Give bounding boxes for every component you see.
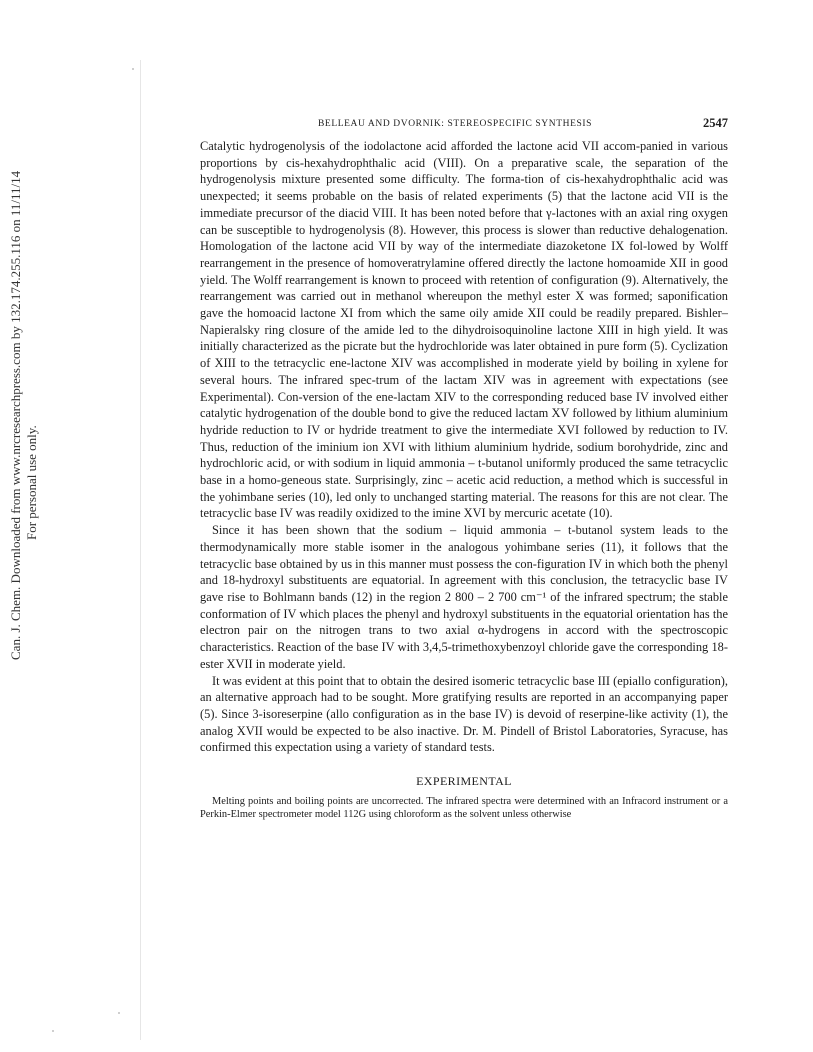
running-head: BELLEAU AND DVORNIK: STEREOSPECIFIC SYNTHESIS: [318, 119, 593, 129]
scan-speck: [52, 1030, 54, 1032]
scan-speck: [118, 1012, 120, 1014]
scan-speck: [132, 68, 134, 70]
body-paragraph: It was evident at this point that to obtain the desired isomeric tetracyclic base III (epiallo configuration), an alternative approach had to be sought. More gratifying results are reported in an accompanying paper (5). Since 3-isoreserpine (allo configuration as in the base IV) is devoid of reserpine-like activity (1), the analog XVII would be expected to be also inactive. Dr. M. Pindell of Bristol Laboratories, Syracuse, has confirmed this expectation using a variety of standard tests.: [200, 673, 728, 755]
page-number: 2547: [703, 116, 728, 130]
body-paragraph: Since it has been shown that the sodium – liquid ammonia – t-butanol system leads to the thermodynamically more stable isomer in the analogous yohimbane series (11), it follows that the tetracyclic base obtained by us in this manner must possess the con-figuration IV in which both the phenyl and 18-hydroxyl substituents are equatorial. In agreement with this conclusion, the tetracyclic base IV gave rise to Bohlmann bands (12) in the region 2 800 – 2 700 cm⁻¹ of the infrared spectrum; the stable conformation of IV which places the phenyl and hydroxyl substituents in the equatorial orientation has the electron pair on the nitrogen trans to two axial α-hydrogens in accord with the spectroscopic characteristics. Reaction of the base IV with 3,4,5-trimethoxybenzoyl chloride gave the corresponding 18-ester XVII in moderate yield.: [200, 523, 728, 671]
section-heading: EXPERIMENTAL: [416, 774, 512, 789]
experimental-section: [200, 795, 728, 822]
margin-rule: [140, 60, 141, 1040]
usage-notice-line: For personal use only.: [24, 425, 39, 540]
body-paragraph: Catalytic hydrogenolysis of the iodolactone acid afforded the lactone acid VII accom-panied in various proportions by cis-hexahydrophthalic acid (VIII). On a preparative scale, the separation of the hydrogenolysis mixture presented some difficulty. The forma-tion of cis-hexahydrophthalic acid was unexpected; it seems probable on the basis of related experiments (5) that the lactone acid VII is the immediate precursor of the diacid VIII. It has been noted before that γ-lactones with an axial ring oxygen can be susceptible to hydrogenolysis (8). However, this process is slower than reductive dehalogenation. Homologation of the lactone acid VII by way of the intermediate diazoketone IX fol-lowed by Wolff rearrangement in the presence of homoveratrylamine offered directly the lactone homoamide XII in good yield. The Wolff rearrangement is known to proceed with retention of configuration (9). Alternatively, the rearrangement was carried out in methanol whereupon the methyl ester X was formed; saponification gave the homoacid lactone XI from which the same oily amide XII could be readily prepared. Bishler–Napieralsky ring closure of the amide led to the dihydroisoquinoline lactone XIII in high yield. It was initially characterized as the picrate but the hydrochloride was later obtained in pure form (5). Cyclization of XIII to the tetracyclic ene-lactone XIV was accomplished in moderate yield by boiling in xylene for several hours. The infrared spec-trum of the lactam XIV was in agreement with expectations (see Experimental). Con-version of the ene-lactam XIV to the corresponding reduced base IV involved either catalytic hydrogenation of the double bond to give the reduced lactam XV followed by lithium aluminium hydride reduction to IV or hydride treatment to give the intermediate XVI followed by reduction to IV. Thus, reduction of the iminium ion XVI with lithium aluminium hydride, sodium borohydride, zinc and hydrochloric acid, or with sodium in liquid ammonia – t-butanol uniformly produced the same tetracyclic base in a homo-geneous state. Surprisingly, zinc – acetic acid reduction, a method which is successful in the yohimbane series (10), led only to unchanged starting material. The reasons for this are not clear. The tetracyclic base IV was readily oxidized to the imine XVI by mercuric acetate (10).: [200, 139, 728, 521]
article-body: [200, 138, 728, 822]
download-notice-line: Can. J. Chem. Downloaded from www.nrcresearchpress.com by 132.174.255.116 on 11/11/14: [8, 170, 23, 660]
download-notice: [8, 160, 40, 660]
experimental-paragraph: Melting points and boiling points are uncorrected. The infrared spectra were determined with an Infracord instrument or a Perkin-Elmer spectrometer model 112G using chloroform as the solvent unless otherwise: [200, 795, 728, 821]
page-header: [200, 116, 728, 132]
